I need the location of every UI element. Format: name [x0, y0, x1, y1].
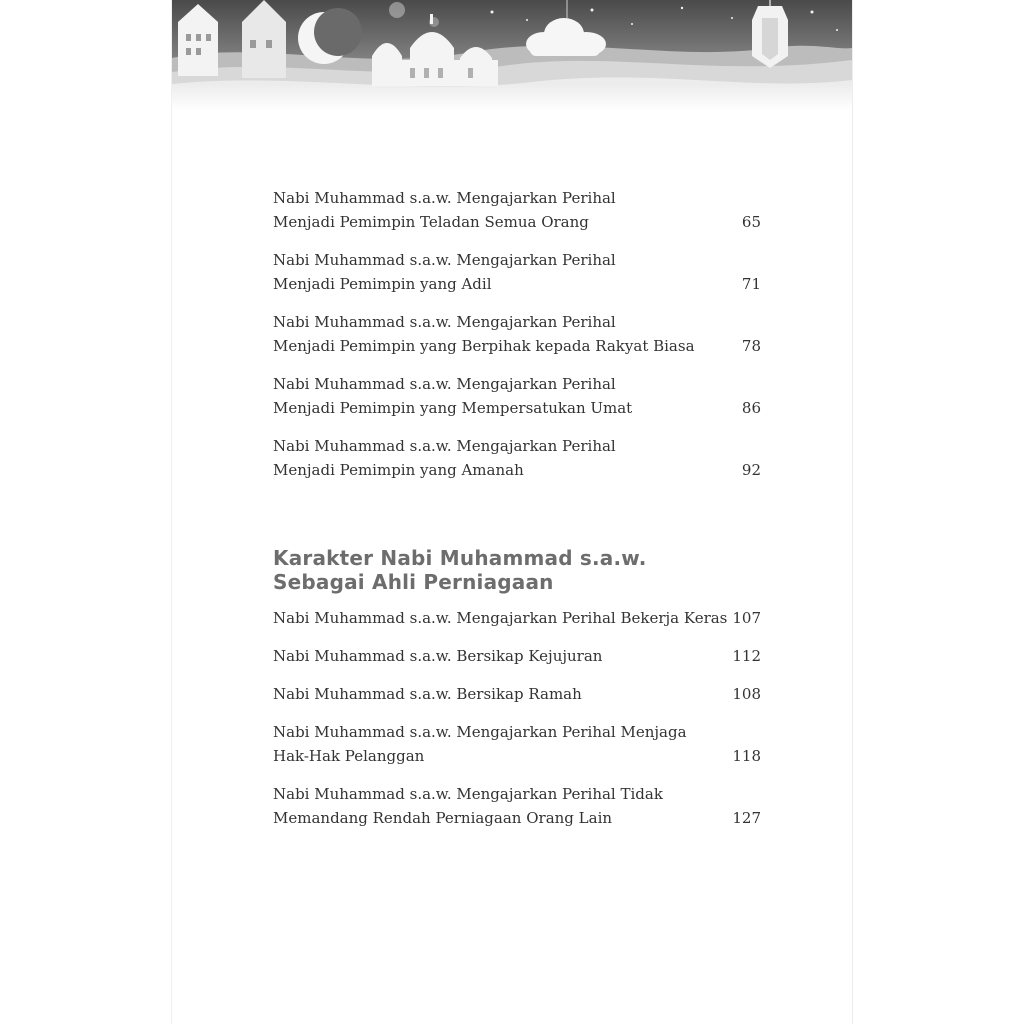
toc-entry-title-line1: Nabi Muhammad s.a.w. Mengajarkan Perihal Menjaga	[273, 723, 687, 741]
toc-page-number: 107	[732, 609, 761, 627]
toc-page-number: 86	[741, 399, 761, 417]
toc-entry-title-line1: Nabi Muhammad s.a.w. Mengajarkan Perihal Bekerja Keras	[273, 609, 728, 627]
toc-entry-title-line1: Nabi Muhammad s.a.w. Mengajarkan Perihal	[273, 251, 616, 269]
toc-entry[interactable]	[273, 372, 763, 420]
toc-entry-title-line1: Nabi Muhammad s.a.w. Bersikap Ramah	[273, 685, 582, 703]
toc-entry[interactable]	[273, 606, 763, 630]
toc-page-number: 65	[741, 213, 761, 231]
toc-entry[interactable]	[273, 434, 763, 482]
toc-entry[interactable]	[273, 682, 763, 706]
section-heading-line1: Karakter Nabi Muhammad s.a.w.	[273, 546, 647, 570]
toc-page-number: 92	[741, 461, 761, 479]
toc-entry-title-line1: Nabi Muhammad s.a.w. Mengajarkan Perihal	[273, 313, 616, 331]
toc-entry[interactable]	[273, 644, 763, 668]
toc-entry-title-line1: Nabi Muhammad s.a.w. Bersikap Kejujuran	[273, 647, 603, 665]
toc-entry-title-line2: Menjadi Pemimpin yang Berpihak kepada Rakyat Biasa	[273, 337, 695, 355]
book-page	[171, 0, 853, 1024]
toc-entry-title-line2: Menjadi Pemimpin Teladan Semua Orang	[273, 213, 589, 231]
toc-page-number: 118	[732, 747, 761, 765]
toc-entry-title-line2: Menjadi Pemimpin yang Adil	[273, 275, 492, 293]
toc-page-number: 71	[741, 275, 761, 293]
toc-entry[interactable]	[273, 310, 763, 358]
toc-entry-title-line1: Nabi Muhammad s.a.w. Mengajarkan Perihal	[273, 375, 616, 393]
toc-list-commerce	[273, 606, 763, 844]
toc-entry[interactable]	[273, 248, 763, 296]
toc-page-number: 127	[732, 809, 761, 827]
toc-list-leadership	[273, 186, 763, 496]
toc-entry-title-line2: Hak-Hak Pelanggan	[273, 747, 425, 765]
toc-entry[interactable]	[273, 186, 763, 234]
toc-page-number: 78	[741, 337, 761, 355]
section-heading-line2: Sebagai Ahli Perniagaan	[273, 570, 554, 594]
toc-entry[interactable]	[273, 782, 763, 830]
toc-entry-title-line2: Memandang Rendah Perniagaan Orang Lain	[273, 809, 613, 827]
toc-entry-title-line1: Nabi Muhammad s.a.w. Mengajarkan Perihal Tidak	[273, 785, 663, 803]
toc-entry-title-line2: Menjadi Pemimpin yang Mempersatukan Umat	[273, 399, 633, 417]
lantern-icon	[752, 0, 788, 68]
toc-entry[interactable]	[273, 720, 763, 768]
toc-entry-title-line1: Nabi Muhammad s.a.w. Mengajarkan Perihal	[273, 437, 616, 455]
toc-page-number: 108	[732, 685, 761, 703]
toc-entry-title-line2: Menjadi Pemimpin yang Amanah	[273, 461, 524, 479]
section-heading	[273, 546, 793, 594]
toc-page-number: 112	[732, 647, 761, 665]
toc-entry-title-line1: Nabi Muhammad s.a.w. Mengajarkan Perihal	[273, 189, 616, 207]
ramadan-header-illustration	[172, 0, 852, 110]
